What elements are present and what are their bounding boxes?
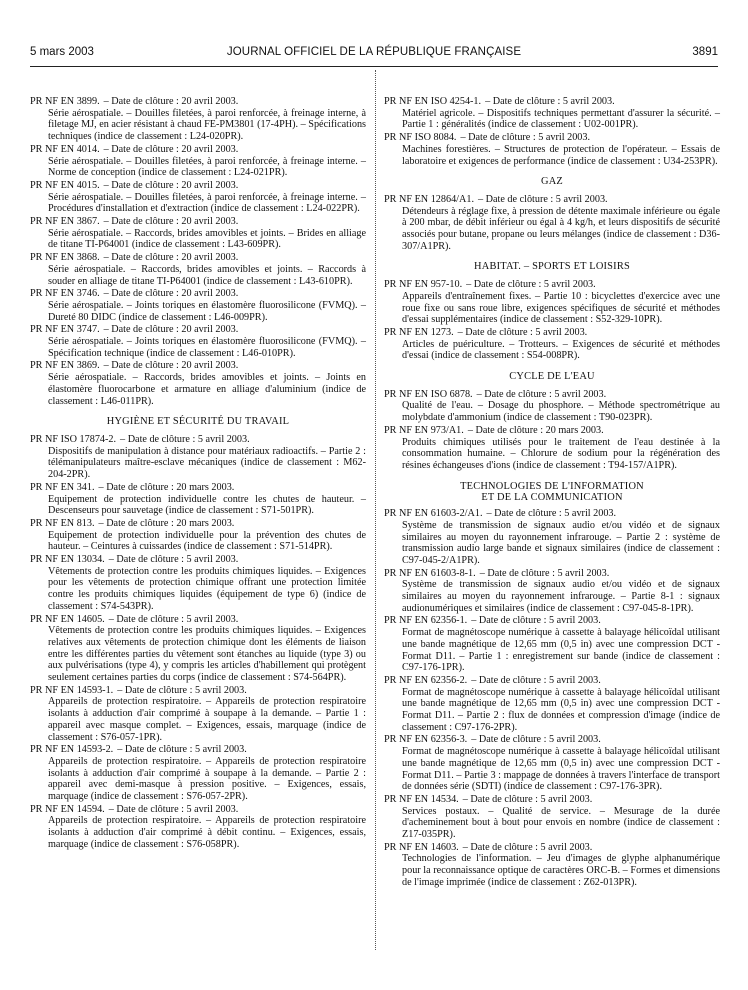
standard-description: Détendeurs à réglage fixe, à pression de détente maximale inférieure ou égale à 200 mbar, de débit inférieur ou égal à 4 kg/h, et leurs dispositifs de sécurité associés pour butane, propane ou leurs mélanges (indice de classement : D36-307/A1PR). [402, 205, 720, 252]
closing-date: – Date de clôture : 5 avril 2003. [486, 508, 617, 520]
aerospace-entries [30, 96, 366, 407]
closing-date: – Date de clôture : 5 avril 2003. [485, 96, 615, 107]
standard-reference: PR NF EN 973/A1. [384, 424, 464, 436]
standard-entry [384, 132, 720, 167]
standard-reference: PR NF EN 957-10. [384, 279, 463, 291]
standard-reference: PR NF EN 3869. [30, 360, 100, 372]
eau-entries [384, 389, 720, 472]
standard-reference: PR NF EN 341. [30, 481, 95, 493]
standard-entry [30, 434, 366, 481]
standard-description: Format de magnétoscope numérique à cassette à balayage hélicoïdal utilisant une bande magnétique de 12,65 mm (0,5 in) avec une compression DCT - Format D11. – Partie 1 : enregistrement sur bande (indice de classement : C97-176-1PR). [402, 627, 720, 674]
closing-date: – Date de clôture : 5 avril 2003. [457, 326, 588, 338]
closing-date: – Date de clôture : 5 avril 2003. [466, 279, 596, 291]
standard-description: Appareils de protection respiratoire. – Appareils de protection respiratoire isolants à adduction d'air comprimé à soupape à la demande. – Partie 2 : appareil avec demi-masque à pression positive. – Exigences, essais, marquage (indice de classement : S76-057-2PR). [48, 755, 366, 803]
standard-reference: PR NF EN 14605. [30, 613, 105, 625]
standard-description: Format de magnétoscope numérique à cassette à balayage hélicoïdal utilisant une bande magnétique de 12,65 mm (0,5 in) avec une compression DCT - Format D11. – Partie 3 : mappage de données à travers l'interface de transport de données série (SDTI) (indice de classement : C97-176-3PR). [402, 746, 720, 793]
gaz-entries [384, 194, 720, 253]
standard-entry [30, 144, 366, 179]
header-rule [30, 66, 718, 67]
standard-description: Série aérospatiale. – Douilles filetées, à paroi renforcée, à freinage interne. – Norme de conception (indice de classement : L24-021PR). [48, 155, 366, 179]
standard-entry [30, 614, 366, 684]
standard-entry [384, 96, 720, 131]
closing-date: – Date de clôture : 20 avril 2003. [103, 288, 239, 300]
standard-reference: PR NF EN 14603. [384, 841, 459, 853]
standard-reference: PR NF EN 61603-2/A1. [384, 508, 483, 520]
header-page-number: 3891 [692, 46, 718, 58]
standard-reference: PR NF EN 62356-1. [384, 615, 468, 627]
closing-date: – Date de clôture : 20 mars 2003. [98, 481, 235, 493]
hygiene-entries [30, 434, 366, 851]
section-heading-tic-line2: ET DE LA COMMUNICATION [481, 492, 623, 504]
section-heading-hygiene: HYGIÈNE ET SÉCURITÉ DU TRAVAIL [106, 416, 290, 428]
closing-date: – Date de clôture : 5 avril 2003. [471, 734, 601, 746]
closing-date: – Date de clôture : 5 avril 2003. [471, 615, 601, 627]
closing-date: – Date de clôture : 20 mars 2003. [98, 517, 235, 529]
standard-entry [30, 518, 366, 553]
standard-reference: PR NF EN 4014. [30, 143, 100, 155]
standard-reference: PR NF EN 62356-3. [384, 734, 468, 746]
standard-reference: PR NF EN 3746. [30, 288, 100, 300]
standard-entry [30, 180, 366, 215]
standard-description: Série aérospatiale. – Douilles filetées, à paroi renforcée, à freinage interne. – Procédures d'installation et d'extraction (indice de classement : L24-022PR). [48, 191, 366, 215]
closing-date: – Date de clôture : 20 mars 2003. [467, 424, 604, 436]
header-date: 5 mars 2003 [30, 46, 94, 58]
standard-description: Série aérospatiale. – Joints toriques en élastomère fluorosilicone (FVMQ). – Dureté 80 DIDC (indice de classement : L46-009PR). [48, 299, 366, 323]
standard-description: Format de magnétoscope numérique à cassette à balayage hélicoïdal utilisant une bande magnétique de 12,65 mm (0,5 in) avec une compression DCT - Format D11. – Partie 2 : flux de données et compression d'image (indice de classement : C97-176-2PR). [402, 686, 720, 733]
standard-description: Série aérospatiale. – Raccords, brides amovibles et joints. – Raccords à souder en alliage de titane TI-P64001 (indice de classement : L43-610PR). [48, 263, 366, 287]
standard-description: Système de transmission de signaux audio et/ou vidéo et de signaux similaires au moyen du rayonnement infrarouge. – Partie 8-1 : signaux audionumériques et similaires (indice de classement : C97-045-8-1PR). [402, 579, 720, 614]
standard-entry [30, 324, 366, 359]
standard-description: Dispositifs de manipulation à distance pour matériaux radioactifs. – Partie 2 : télémanipulateurs maître-esclave mécaniques (indice de classement : M62-204-2PR). [48, 445, 366, 481]
closing-date: – Date de clôture : 5 avril 2003. [460, 132, 591, 144]
section-heading-eau: CYCLE DE L'EAU [509, 371, 595, 383]
standard-description: Série aérospatiale. – Joints toriques en élastomère fluorosilicone (FVMQ). – Spécification technique (indice de classement : L46-010PR). [48, 336, 366, 359]
closing-date: – Date de clôture : 20 avril 2003. [103, 324, 239, 336]
closing-date: – Date de clôture : 5 avril 2003. [462, 841, 593, 853]
standard-reference: PR NF EN 3747. [30, 324, 100, 336]
standard-description: Equipement de protection individuelle pour la prévention des chutes de hauteur. – Ceintures à cuissardes (indice de classement : S71-514PR). [48, 529, 366, 553]
standard-reference: PR NF EN 14594. [30, 803, 105, 815]
standard-entry [384, 389, 720, 424]
standard-description: Matériel agricole. – Dispositifs techniques permettant d'assurer la sécurité. – Partie 1 : généralités (indice de classement : U02-001PR). [402, 107, 720, 131]
closing-date: – Date de clôture : 5 avril 2003. [117, 744, 247, 756]
standard-entry [384, 279, 720, 326]
standard-entry [384, 675, 720, 734]
standard-entry [384, 615, 720, 674]
standard-description: Vêtements de protection contre les produits chimiques liquides. – Exigences relatives aux vêtements de protection chimique dont les éléments de liaison entre les différentes parties du vêtement sont étanches au liquide (type 3) ou aux pulvérisations (type 4), y compris les articles d'habillement qui protègent seulement certaines parties du corps (indice de classement : S74-564PR). [48, 625, 366, 684]
tic-entries [384, 508, 720, 889]
standard-reference: PR NF EN 813. [30, 517, 95, 529]
page-header [30, 46, 718, 64]
closing-date: – Date de clôture : 5 avril 2003. [479, 567, 610, 579]
left-column [30, 96, 366, 852]
standard-description: Services postaux. – Qualité de service. – Mesurage de la durée d'acheminement bout à bout pour envois en nombre (indice de classement : Z17-035PR). [402, 805, 720, 841]
standard-entry [384, 327, 720, 362]
closing-date: – Date de clôture : 20 avril 2003. [103, 179, 239, 191]
closing-date: – Date de clôture : 20 avril 2003. [103, 252, 239, 264]
closing-date: – Date de clôture : 20 avril 2003. [103, 216, 239, 228]
standard-description: Appareils de protection respiratoire. – Appareils de protection respiratoire isolants à adduction d'air comprimé à débit continu. – Exigences, essais, marquage (indice de classement : S76-058PR). [48, 815, 366, 850]
standard-description: Technologies de l'information. – Jeu d'images de glyphe alphanumérique pour la reconnaissance optique de caractères ORC-B. – Formes et dimensions de l'image imprimée (indice de classement : Z62-013PR). [402, 853, 720, 888]
standard-description: Equipement de protection individuelle contre les chutes de hauteur. – Descenseurs pour sauvetage (indice de classement : S71-501PR). [48, 493, 366, 517]
standard-reference: PR NF EN 1273. [384, 326, 454, 338]
standard-entry [30, 804, 366, 851]
closing-date: – Date de clôture : 5 avril 2003. [471, 674, 601, 686]
standard-reference: PR NF ISO 17874-2. [30, 433, 117, 445]
section-heading-habitat: HABITAT. – SPORTS ET LOISIRS [474, 261, 630, 273]
standard-reference: PR NF EN ISO 6878. [384, 388, 473, 400]
closing-date: – Date de clôture : 5 avril 2003. [462, 793, 593, 805]
standard-description: Qualité de l'eau. – Dosage du phosphore. – Méthode spectrométrique au molybdate d'ammonium (indice de classement : T90-023PR). [402, 400, 720, 424]
section-heading-tic [384, 481, 720, 504]
closing-date: – Date de clôture : 5 avril 2003. [120, 433, 250, 445]
standard-description: Vêtements de protection contre les produits chimiques liquides. – Exigences pour les vêtements de protection chimique offrant une protection limitée contre les produits chimiques liquides (équipement de type 6) (indice de classement : S74-543PR). [48, 565, 366, 612]
standard-entry [30, 685, 366, 744]
agriculture-entries [384, 96, 720, 167]
standard-reference: PR NF EN 14534. [384, 793, 459, 805]
standard-description: Série aérospatiale. – Raccords, brides amovibles et joints. – Brides en alliage de titane TI-P64001 (indice de classement : L43-609PR). [48, 227, 366, 251]
standard-entry [30, 554, 366, 613]
standard-entry [30, 252, 366, 287]
standard-entry [384, 842, 720, 889]
closing-date: – Date de clôture : 5 avril 2003. [108, 554, 239, 566]
standard-entry [384, 425, 720, 472]
standard-description: Série aérospatiale. – Raccords, brides amovibles et joints. – Joints en élastomère fluorocarbone et armature en alliage d'aluminium (indice de classement : L46-011PR). [48, 372, 366, 407]
right-column [384, 96, 720, 890]
standard-reference: PR NF EN 12864/A1. [384, 193, 475, 205]
standard-description: Articles de puériculture. – Trotteurs. – Exigences de sécurité et méthodes d'essai (indice de classement : S54-008PR). [402, 338, 720, 362]
standard-entry [30, 96, 366, 143]
standard-description: Produits chimiques utilisés pour le traitement de l'eau destinée à la consommation humaine. – Chlorure de sodium pour la régénération des résines échangeuses d'ions (indice de classement : T94-157/A1PR). [402, 436, 720, 471]
closing-date: – Date de clôture : 5 avril 2003. [478, 193, 608, 205]
closing-date: – Date de clôture : 20 avril 2003. [103, 96, 239, 107]
standard-description: Système de transmission de signaux audio et/ou vidéo et de signaux similaires au moyen du rayonnement infrarouge. – Partie 2 : système de transmission audio large bande et signaux similaires (indice de classement : C97-045-2/A1PR). [402, 519, 720, 566]
standard-entry [384, 568, 720, 615]
standard-description: Appareils d'entraînement fixes. – Partie 10 : bicyclettes d'exercice avec une roue fixe ou sans roue libre, exigences spécifiques de sécurité et méthodes d'essai supplémentaires (indice de classement : S52-329-10PR). [402, 290, 720, 326]
standard-reference: PR NF EN 4015. [30, 179, 100, 191]
closing-date: – Date de clôture : 5 avril 2003. [108, 803, 239, 815]
closing-date: – Date de clôture : 20 avril 2003. [103, 143, 239, 155]
header-title: JOURNAL OFFICIEL DE LA RÉPUBLIQUE FRANÇAISE [226, 46, 522, 58]
standard-reference: PR NF EN 14593-1. [30, 684, 114, 696]
standard-reference: PR NF EN 3867. [30, 216, 100, 228]
column-divider [375, 70, 376, 950]
closing-date: – Date de clôture : 5 avril 2003. [108, 613, 239, 625]
standard-entry [30, 288, 366, 323]
standard-reference: PR NF EN 3899. [30, 96, 100, 107]
standard-entry [30, 360, 366, 407]
standard-entry [384, 734, 720, 793]
standard-entry [30, 216, 366, 251]
standard-description: Série aérospatiale. – Douilles filetées, à paroi renforcée, à freinage interne, à filetage MJ, en acier résistant à chaud FE-PM3801 (17-4PH). – Spécifications techniques (indice de classement : L24-020PR). [48, 107, 366, 143]
closing-date: – Date de clôture : 5 avril 2003. [117, 684, 247, 696]
standard-entry [384, 794, 720, 841]
closing-date: – Date de clôture : 5 avril 2003. [476, 388, 607, 400]
habitat-entries [384, 279, 720, 362]
section-heading-gaz: GAZ [541, 176, 563, 188]
standard-entry [30, 482, 366, 517]
section-heading-tic-line1: TECHNOLOGIES DE L'INFORMATION [460, 480, 644, 492]
standard-reference: PR NF EN 61603-8-1. [384, 567, 476, 579]
standard-reference: PR NF EN 3868. [30, 252, 100, 264]
standard-reference: PR NF EN 62356-2. [384, 674, 468, 686]
standard-reference: PR NF EN ISO 4254-1. [384, 96, 482, 107]
standard-description: Machines forestières. – Structures de protection de l'opérateur. – Essais de laboratoire et exigences de performance (indice de classement : U34-253PR). [402, 143, 720, 167]
standard-entry [384, 194, 720, 253]
standard-reference: PR NF EN 13034. [30, 554, 105, 566]
standard-entry [30, 744, 366, 803]
standard-entry [384, 508, 720, 567]
standard-description: Appareils de protection respiratoire. – Appareils de protection respiratoire isolants à adduction d'air comprimé à soupape à la demande. – Partie 1 : appareil avec masque complet. – Exigences, essais, marquage (indice de classement : S76-057-1PR). [48, 696, 366, 743]
standard-reference: PR NF EN 14593-2. [30, 744, 114, 756]
standard-reference: PR NF ISO 8084. [384, 132, 457, 144]
closing-date: – Date de clôture : 20 avril 2003. [103, 360, 239, 372]
